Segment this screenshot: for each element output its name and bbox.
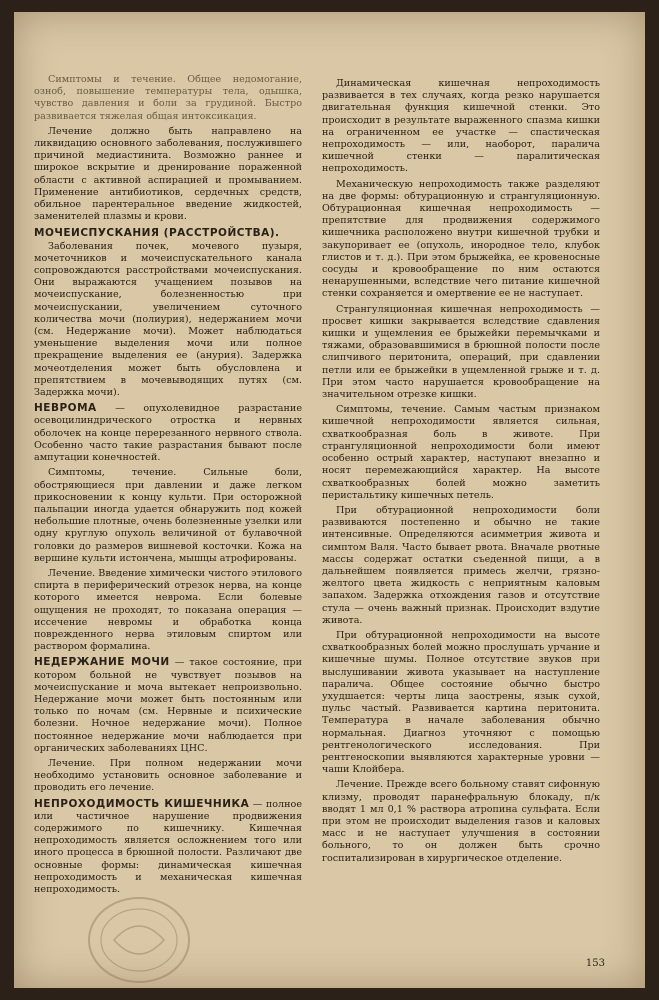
paragraph-neuroma-symptoms: Симптомы, течение. Сильные боли, обостряющиеся при давлении и даже легком прикосновении к концу культи. При осторожной пальпации иногда удается обнаружить под кожей небольшие плотные, очень болезненные узелки или одну круглую опухоль величиной от булавочной головки до размеров вишневой косточки. Кожа на вершине культи истончена, мышцы атрофированы. xyxy=(34,467,302,564)
library-stamp-watermark xyxy=(84,892,194,987)
paragraph-obturation-auscultation: При обтурационной непроходимости на высоте схваткообразных болей можно прослушать урчание и кишечные шумы. Полное отсутствие звуков при выслушивании живота указывает на наступление паралича. Общее состояние обычно быстро ухудшается: черты лица заострены, язык сухой, пульс частый. Развивается картина перитонита. Температура в начале заболевания обычно нормальная. Диагноз уточняют с помощью рентгенологического исследования. При рентгеноскопии выявляются характерные уровни — чаши Клойбера. xyxy=(322,629,600,776)
neuroma-definition: — опухолевидное разрастание осевоцилиндрического отростка и нервных оболочек на конце перерезанного нервного ствола. Особенно часто такие разрастания бывают после ампутации конечностей. xyxy=(34,403,302,464)
paragraph-mechanical-obstruction: Механическую непроходимость также разделяют на две формы: обтурационную и странгуляционную. Обтурационная кишечная непроходимость — препятствие для продвижения содержимого кишечника расположено внутри кишечной трубки и закупоривает ее (опухоль, инородное тело, клубок глистов и т. д.). При этом брыжейка, ее кровеносные сосуды и кровообращение по ним остаются ненарушенными, вследствие чего питание кишечной стенки сохраняется и омертвение ее не наступает. xyxy=(322,178,600,300)
obstruction-definition: — полное или частичное нарушение продвижения содержимого по кишечнику. Кишечная непроходимость является осложнением того или иного процесса в брюшной полости. Различают две основные формы: динамическая кишечная непроходимость и механическая кишечная непроходимость. xyxy=(34,798,303,895)
page-number: 153 xyxy=(585,958,605,969)
heading-incontinence: НЕДЕРЖАНИЕ МОЧИ xyxy=(34,656,170,669)
book-page xyxy=(14,12,645,988)
paragraph-mediastinitis-treatment: Лечение должно быть направлено на ликвидацию основного заболевания, послужившего причиной медиастинита. Возможно раннее и широкое вскрытие и дренирование пораженной области с активной аспирацией и промыванием. Применение антибиотиков, сердечных средств, обильное парентеральное введение жидкостей, заменителей плазмы и крови. xyxy=(34,125,302,223)
paragraph-neuroma-def xyxy=(34,402,302,464)
right-column xyxy=(322,78,600,868)
paragraph-strangulation: Странгуляционная кишечная непроходимость — просвет кишки закрывается вследствие сдавления кишки и ущемления ее брыжейки перемычками и тяжами, образовавшимися в брюшной полости после слипчивого перитонита, операций, при сдавлении петли или ее брыжейки в ущемленной грыже и т. д. При этом часто нарушается кровообращение на значительном отрезке кишки. xyxy=(322,303,600,401)
heading-intestinal-obstruction: НЕПРОХОДИМОСТЬ КИШЕЧНИКА xyxy=(34,797,250,810)
left-column xyxy=(34,74,302,899)
incontinence-definition: — такое состояние, при котором больной не чувствует позывов на мочеиспускание и моча вытекает непроизвольно. Недержание мочи может быть постоянным или только по ночам (см. Нервные и психические болезни. Ночное недержание мочи). Полное постоянное недержание мочи наблюдается при органических заболеваниях ЦНС. xyxy=(34,657,303,754)
paragraph-dynamic-obstruction: Динамическая кишечная непроходимость развивается в тех случаях, когда резко нарушается двигательная функция кишечной стенки. Это происходит в результате выраженного спазма кишки на ограниченном ее участке — спастическая непроходимость — или, наоборот, паралича кишечной стенки — паралитическая непроходимость. xyxy=(322,78,600,175)
paragraph-urination-disorders: Заболевания почек, мочевого пузыря, мочеточников и мочеиспускательного канала сопровождаются расстройствами мочеиспускания. Они выражаются учащением позывов на мочеиспускание, болезненностью при мочеиспускании, увеличением суточного количества мочи (полиурия), недержанием мочи (см. Недержание мочи). Может наблюдаться уменьшение выделения мочи или полное прекращение выделения ее (анурия). Задержка мочеотделения может быть обусловлена и препятствием в мочевыводящих путях (см. Задержка мочи). xyxy=(34,240,302,399)
paragraph-obstruction-symptoms: Симптомы, течение. Самым частым признаком кишечной непроходимости является сильная, схваткообразная боль в животе. При странгуляционной непроходимости боли имеют особенно острый характер, наступают внезапно и носят перемежающийся характер. На высоте схваткообразных болей можно заметить перистальтику кишечных петель. xyxy=(322,404,600,501)
paragraph-mediastinitis-symptoms: Симптомы и течение. Общее недомогание, озноб, повышение температуры тела, одышка, чувство давления и боли за грудиной. Быстро развивается тяжелая общая интоксикация. xyxy=(34,74,302,122)
paragraph-obturation-pain: При обтурационной непроходимости боли развиваются постепенно и обычно не такие интенсивные. Определяются асимметрия живота и симптом Валя. Часто бывает рвота. Вначале рвотные массы содержат остатки съеденной пищи, а в дальнейшем появляется примесь желчи, грязно-желтого цвета жидкость с неприятным каловым запахом. Задержка отхождения газов и отсутствие стула — очень важный признак. Происходит вздутие живота. xyxy=(322,504,600,626)
heading-urination-disorders: МОЧЕИСПУСКАНИЯ (РАССТРОЙСТВА). xyxy=(34,227,280,240)
paragraph-incontinence-treatment: Лечение. При полном недержании мочи необходимо установить основное заболевание и проводить его лечение. xyxy=(34,757,302,794)
heading-neuroma: НЕВРОМА xyxy=(34,402,97,415)
paragraph-neuroma-treatment: Лечение. Введение химически чистого этилового спирта в периферический отрезок нерва, на конце которого имеется неврома. Если болевые ощущения не проходят, то показана операция — иссечение невромы и обработка конца поврежденного нерва этиловым спиртом или раствором формалина. xyxy=(34,567,302,653)
paragraph-obstruction-treatment: Лечение. Прежде всего больному ставят сифонную клизму, проводят паранефральную блокаду, п/к вводят 1 мл 0,1 % раствора атропина сульфата. Если при этом не происходит выделения газов и каловых масс и не наступает улучшения в состоянии больного, то он должен быть срочно госпитализирован в хирургическое отделение. xyxy=(322,779,600,864)
paragraph-incontinence-def xyxy=(34,656,302,755)
paragraph-obstruction-def xyxy=(34,798,302,897)
